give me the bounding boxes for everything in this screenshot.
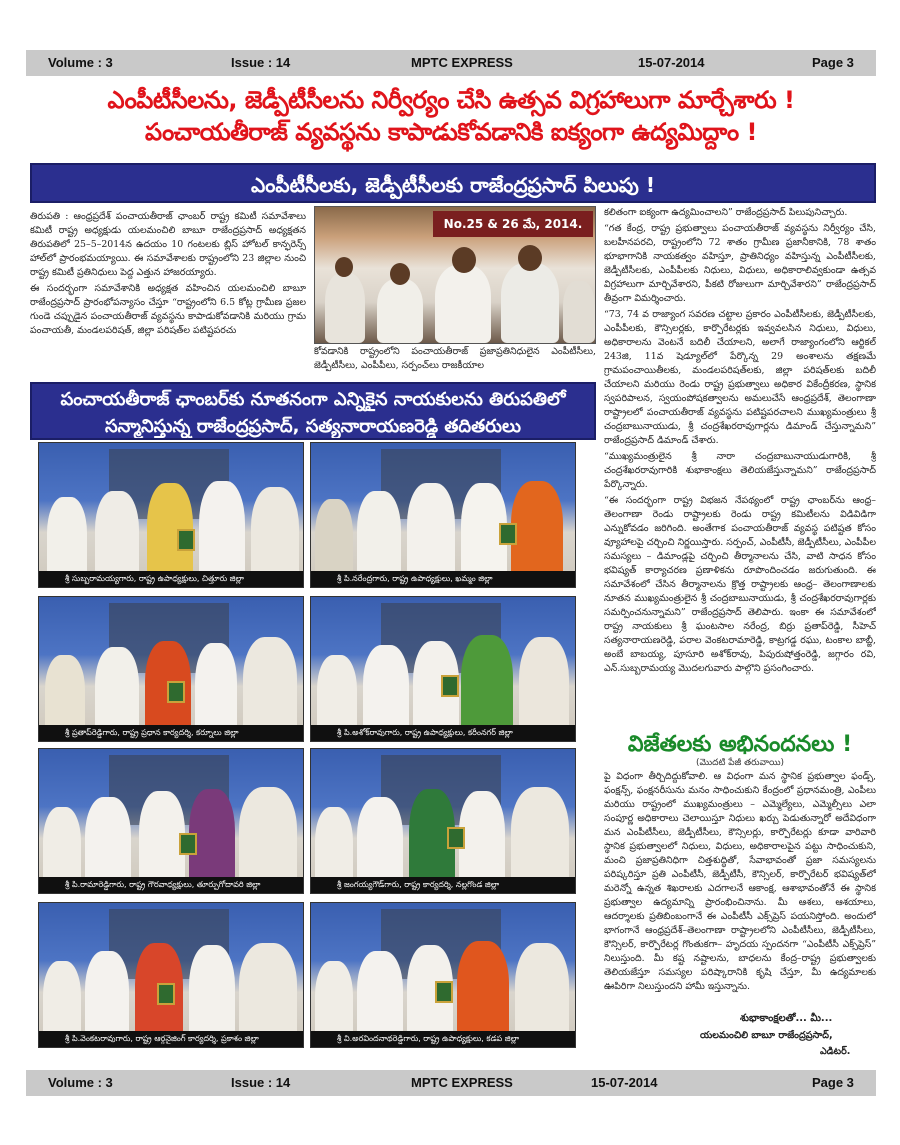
photo-caption: శ్రీ సుబ్బరామయ్యగారు, రాష్ట్ర ఉపాధ్యక్షులు, చిత్తూరు జిల్లా: [39, 571, 303, 587]
photo-grid: [38, 442, 576, 1056]
article-paragraph: ఈ సందర్భంగా సమావేశానికి అధ్యక్షత వహించిన యలమంచిలి బాబూ రాజేంద్రప్రసాద్ ప్రారంభోపన్యాసం చేస్తూ “రాష్ట్రంలోని 6.5 కోట్ల గ్రామీణ ప్రజల గుండె చప్పుడైన పంచాయతీరాజ్ వ్యవస్థను కాపాడుకోవడానికి మరియు గ్రామ పంచాయతీ, మండలపరిషత్, జిల్లా పరిషత్‌ల పటిష్టపరచు: [30, 283, 306, 336]
header-page: Page 3: [812, 55, 854, 70]
footer-date: 15-07-2014: [591, 1075, 658, 1090]
editorial-column: [604, 770, 876, 1008]
header-date: 15-07-2014: [638, 55, 705, 70]
photo-caption: శ్రీ పి.వెంకటరావుగారు, రాష్ట్ర ఆర్గనైజింగ్ కార్యదర్శి, ప్రకాశం జిల్లా: [39, 1031, 303, 1047]
article-continuation: కోవడానికి రాష్ట్రంలోని పంచాయతీరాజ్ ప్రజాప్రతినిధులైన ఎంపీటీసీలు, జెడ్పీటీసీలు, ఎంపీపీలు, సర్పంచ్‌లు రాజకీయాల: [314, 346, 596, 371]
header-title: MPTC EXPRESS: [411, 55, 513, 70]
footer-page: Page 3: [812, 1075, 854, 1090]
photo-caption: శ్రీ వి.అరవిందనాథరెడ్డిగారు, రాష్ట్ర ఉపాధ్యక్షులు, కడప జిల్లా: [311, 1031, 575, 1047]
photo-caption: శ్రీ ప్రతాప్‌రెడ్డిగారు, రాష్ట్ర ప్రధాన కార్యదర్శి, కర్నూలు జిల్లా: [39, 725, 303, 741]
article-paragraph: “గత కేంద్ర, రాష్ట్ర ప్రభుత్వాలు పంచాయతీరాజ్ వ్యవస్థను నిర్వీర్యం చేసి, బలహీనపరచి, రాష్ట్రంలోని 72 శాతం గ్రామీణ ప్రజానీకానికి, 78 శాతం భూభాగానికి నాయకత్వం వహిస్తూ, ప్రాతినిధ్యం వహిస్తున్న ఎంపీటీసీలకు, జెడ్పీటీసీలకు, ఎంపీపీలకు నిధులు, విధులు, అధికారాలివ్వకుండా ఉత్సవ విగ్రహాలుగా మార్చివేశారని, పీకటి రోజులుగా మార్చివేశారని” రాజేంద్రప్రసాద్ తీవ్రంగా విమర్శించారు.: [604, 223, 876, 304]
felicitation-photo: [38, 748, 304, 894]
felicitation-photo: [38, 902, 304, 1048]
footer-issue: Issue : 14: [231, 1075, 291, 1090]
article-paragraph: “ఈ సందర్భంగా రాష్ట్ర విభజన నేపథ్యంలో రాష్ట్ర ఛాంబర్‌ను ఆంధ్ర–తెలంగాణా రెండు రాష్ట్రాలకు రెండు రాష్ట్ర కమిటీలను విడివిడిగా ఎన్నుకోవడం జరిగింది. అంతేగాక పంచాయతీరాజ్ వ్యవస్థ పటిష్టత కోసం వ్యూహాలపై చర్చించి నిర్ణయిస్తారు. సర్పంచ్, ఎంపీటీసీ, జెడ్పీటీసీలు, ఎంపీపీల సమస్యలు – డిమాండ్లపై చర్చించి తీర్మానాలను చేసి, వాటి సాధన కోసం భవిష్యత్ కార్యాచరణ ప్రణాళికను రూపొందించడం జరుగుతుంది. ఈ సమావేశంలో చేసిన తీర్మానాలను క్రొత్త రాష్ట్రాలకు ఆంధ్ర– తెలంగాణాలకు నూతన ముఖ్యమంత్రులైన శ్రీ చంద్రబాబునాయుడు, శ్రీ చంద్రశేఖరరావుగార్లకు సమర్పించనున్నామని” రాజేంద్రప్రసాద్ తెలిపారు. ఇంకా ఈ సమావేశంలో రాష్ట్ర నాయకులు శ్రీ ఘంటసాల నరేంద్ర, బిర్రు ప్రతాప్‌రెడ్డి, సీహెచ్ సత్యనారాయణరెడ్డి, పరాల వెంకటరామారెడ్డి, కాట్రగడ్డ రఘు, టంకాల బాబ్జీ, అంబే బాబయ్య, పూసూరి అశోక్‌రావు, పిపురుషోత్తంరెడ్డి, జగ్గారం రవి, ఎన్.సుబ్బరామయ్య మొదలగువారు పాల్గొని ప్రసంగించారు.: [604, 495, 876, 674]
sign-off-greeting: శుభాకాంక్షలతో... మీ...: [740, 1013, 833, 1024]
photo-stage-banner: No.25 & 26 మే, 2014.: [433, 211, 593, 237]
header-volume: Volume : 3: [48, 55, 113, 70]
article-paragraph: “73, 74 వ రాజ్యాంగ సవరణ చట్టాల ప్రకారం ఎంపీటీసీలకు, జెడ్పీటీసీలకు, ఎంపీపీలకు, కౌన్సిలర్లకు, కార్పొరేటర్లకు ఇవ్వవలసిన నిధులు, విధులు, అధికారాలను వెంటనే బదిలీ చేయాలని, అలాగే రాజ్యాంగంలోని ఆర్టికల్ 243జి, 11వ షెడ్యూల్‌లో పేర్కొన్న 29 అంశాలను తక్షణమే గ్రామపంచాయితీలకు, మండలపరిషత్‌లకు, జిల్లా పరిషత్‌లకు బదిలీ చేయాలని మరియు రెండు రాష్ట్ర ప్రభుత్వాలు అధికార వికేంద్రీకరణ, స్థానిక స్వపరిపాలన, స్వయంపోషకత్వాలను అమలుచేసే ఆంధ్రప్రదేశ్, తెలంగాణా రాష్ట్రాలలో పంచాయతీరాజ్ వ్యవస్థను పటిష్టపరచాలని ముఖ్యమంత్రులు శ్రీ చంద్రబాబునాయుడు, శ్రీ చంద్రశేఖరరావుగార్లను డిమాండ్ చేస్తున్నామని” రాజేంద్రప్రసాద్ డిమాండ్ చేశారు.: [604, 309, 876, 446]
header-issue: Issue : 14: [231, 55, 291, 70]
felicitation-photo: [310, 596, 576, 742]
gallery-title-line-2: సన్మానిస్తున్న రాజేంద్రప్రసాద్, సత్యనారాయణరెడ్డి తదితరులు: [105, 416, 521, 437]
article-paragraph: కలితంగా ఐక్యంగా ఉద్యమించాలని” రాజేంద్రప్రసాద్ పిలుపునిచ్చారు.: [604, 207, 848, 218]
photo-gallery-title: [30, 382, 596, 440]
felicitation-photo: [310, 442, 576, 588]
photo-caption: శ్రీ పి.నరేంద్రగారు, రాష్ట్ర ఉపాధ్యక్షులు, ఖమ్మం జిల్లా: [311, 571, 575, 587]
sign-off-role: ఎడిటర్.: [820, 1046, 851, 1057]
photo-caption: శ్రీ పి.అశోక్‌రావుగారు, రాష్ట్ర ఉపాధ్యక్షులు, కరీంనగర్ జిల్లా: [311, 725, 575, 741]
felicitation-photo: [38, 596, 304, 742]
congrats-heading: విజేతలకు అభినందనలు !: [627, 732, 853, 757]
sub-headline-banner: ఎంపీటీసీలకు, జెడ్పీటీసీలకు రాజేంద్రప్రసాద్ పిలుపు !: [30, 163, 876, 203]
main-headline-line-1: ఎంపీటీసీలను, జెడ్పీటీసీలను నిర్వీర్యం చేసి ఉత్సవ విగ్రహాలుగా మార్చేశారు !: [107, 86, 795, 114]
article-right-column: [604, 206, 876, 756]
main-headline-line-2: పంచాయతీరాజ్ వ్యవస్థను కాపాడుకోవడానికి ఐక్యంగా ఉద్యమిద్దాం !: [145, 118, 757, 146]
article-left-column: [30, 210, 306, 374]
felicitation-photo: [38, 442, 304, 588]
felicitation-photo: [310, 748, 576, 894]
gallery-title-line-1: పంచాయతీరాజ్ ఛాంబర్‌కు నూతనంగా ఎన్నికైన నాయకులను తిరుపతిలో: [60, 389, 566, 410]
sign-off-name: యలమంచిలి బాబూ రాజేంద్రప్రసాద్,: [700, 1030, 833, 1041]
photo-caption: శ్రీ పి.రామారెడ్డిగారు, రాష్ట్ర గౌరవాధ్యక్షులు, తూర్పుగోదావరి జిల్లా: [39, 877, 303, 893]
footer-volume: Volume : 3: [48, 1075, 113, 1090]
felicitation-photo: [310, 902, 576, 1048]
article-paragraph: తిరుపతి : ఆంధ్రప్రదేశ్ పంచాయతీరాజ్ ఛాంబర్ రాష్ట్ర కమిటీ సమావేశాలు కమిటీ రాష్ట్ర అధ్యక్షుడు యలమంచిలి బాబూ రాజేంద్రప్రసాద్ అధ్యక్షతన తిరుపతిలో 25–5–2014న ఉదయం 10 గంటలకు బ్లిస్ హోటల్ కాన్ఫరెన్స్ హాల్‌లో ప్రారంభమయ్యాయి. ఈ సమావేశాలకు రాష్ట్రంలోని 23 జిల్లాల నుంచి రాష్ట్ర కమిటీ ప్రతినిధులు పెద్ద ఎత్తున హాజరయ్యారు.: [30, 211, 306, 278]
header-bar: [26, 50, 876, 76]
photo-caption: శ్రీ జంగయ్యగౌడ్‌గారు, రాష్ట్ర కార్యదర్శి, నల్లగొండ జిల్లా: [311, 877, 575, 893]
footer-title: MPTC EXPRESS: [411, 1075, 513, 1090]
article-paragraph: “ముఖ్యమంత్రులైన శ్రీ నారా చంద్రబాబునాయుడుగారికి, శ్రీ చంద్రశేఖరరావుగారికి శుభాకాంక్షలు తెలియజేస్తున్నామని” రాజేంద్రప్రసాద్ పేర్కొన్నారు.: [604, 451, 876, 490]
article-paragraph: పై విధంగా తీర్చిదిద్దుకోవాలి. ఆ విధంగా మన స్థానిక ప్రభుత్వాల ఫండ్స్, ఫంక్షన్స్, ఫంక్షనరీసును మనం సాధించుకుని కేంద్రంలో ప్రధానమంత్రి, ఎంపీలు మరియు రాష్ట్రంలో ముఖ్యమంత్రులు – ఎమ్మెల్యేలు, ఎమ్మెల్సీలు ఎలా సంపూర్ణ అధికారాలు చెలాయిస్తూ నిధులు ఖర్చు పెడుతున్నారో అదేవిధంగా మన ఎంపీటీసీలు, జెడ్పీటీసీలు, కౌన్సిలర్లు, కార్పొరేటర్లు కూడా వారివారి స్థానిక ప్రభుత్వాలలో నిధులు, విధులు, అధికారాలపైన పట్టు సాధించుకుని, మంచి ప్రజాప్రతినిధిగా చిత్తశుద్ధితో, సేవాభావంతో ప్రజా సమస్యలను పరిష్కరిస్తూ ప్రతి ఎంపీటీసీ, జెడ్పీటీసీ, కౌన్సిలర్, కార్పొరేటర్ భవిష్యత్‌లో మరెన్నో ఉన్నత శిఖరాలకు ఎదగాలనే ఆకాంక్ష, ఆశాభావంతోనే ఈ స్థానిక ప్రభుత్వాల ఉద్యమాన్ని ప్రారంభించినాను. మీ ఆశలు, ఆశయాలు, ఆదర్శాలకు ప్రతిబింబంగానే ఈ ఎంపీటీసీ ఎక్స్‌ప్రెస్ పయనిస్తోంది. అందులో భాగంగానే ఆంధ్రప్రదేశ్–తెలంగాణా రాష్ట్రాలలోని ఎంపీటీసీలు, జెడ్పీటీసీలు, కౌన్సిలర్, కార్పొరేటర్ల గొంతుకగా– హృదయ స్పందనగా “ఎంపీటీసీ ఎక్స్‌ప్రెస్” నిలుస్తుంది. మీ కష్ట నష్టాలను, బాధలను కేంద్ర–రాష్ట్ర ప్రభుత్వాలకు తెలియజేస్తూ సమస్యల పరిష్కారానికి కృషి చేస్తూ, మీ ఉద్యమాలకు ఊపిరిగా నిలుస్తుందని హామీ ఇస్తున్నాను.: [604, 771, 876, 992]
continued-note: (మొదటి పేజీ తరువాయి): [695, 758, 785, 768]
footer-bar: [26, 1070, 876, 1096]
press-meet-photo: [314, 206, 596, 344]
